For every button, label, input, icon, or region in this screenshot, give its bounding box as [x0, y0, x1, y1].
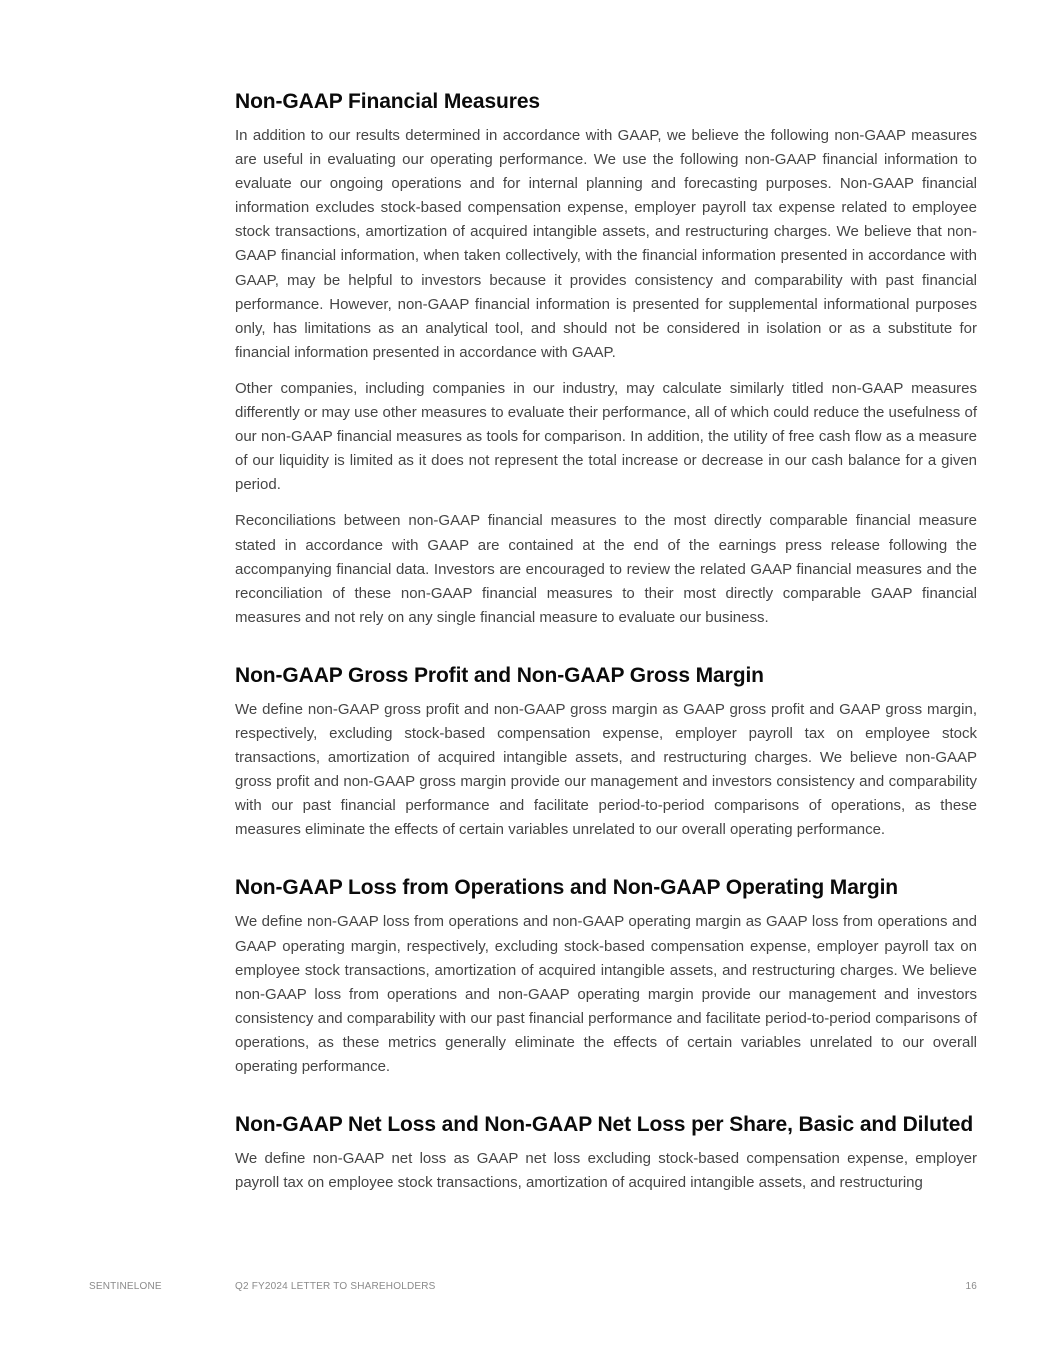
- footer-company-name: SENTINELONE: [89, 1281, 162, 1292]
- body-paragraph: Other companies, including companies in our industry, may calculate similarly titled non-GAAP measures differently or may use other measures to evaluate their performance, all of which could reduce the usefulness of our non-GAAP financial measures as tools for comparison. In addition, the utility of free cash flow as a measure of our liquidity is limited as it does not represent the total increase or decrease in our cash balance for a given period.: [235, 379, 977, 494]
- body-paragraph: Reconciliations between non-GAAP financial measures to the most directly comparable financial measure stated in accordance with GAAP are contained at the end of the earnings press release following the accompanying financial data. Investors are encouraged to review the related GAAP financial measures and the reconciliation of these non-GAAP financial measures to their most directly comparable GAAP financial measures and not rely on any single financial measure to evaluate our business.: [235, 512, 977, 626]
- section-non-gaap-financial-measures: [235, 86, 977, 630]
- body-paragraph: We define non-GAAP net loss as GAAP net loss excluding stock-based compensation expense, employer payroll tax on employee stock transactions, amortization of acquired intangible assets, and restructuring: [235, 1150, 977, 1192]
- section-net-loss-per-share: [235, 1109, 977, 1195]
- section-heading: Non-GAAP Gross Profit and Non-GAAP Gross Margin: [235, 663, 764, 687]
- footer-page-number: 16: [965, 1281, 977, 1292]
- body-paragraph: We define non-GAAP gross profit and non-GAAP gross margin as GAAP gross profit and GAAP gross margin, respectively, excluding stock-based compensation expense, employer payroll tax on employee stock transactions, amortization of acquired intangible assets, and restructuring charges. We believe non-GAAP gross profit and non-GAAP gross margin provide our management and investors consistency and comparability with our past financial performance and facilitate period-to-period comparisons of operations, as these measures eliminate the effects of certain variables unrelated to our overall operating performance.: [235, 700, 977, 839]
- body-paragraph: We define non-GAAP loss from operations and non-GAAP operating margin as GAAP loss from operations and GAAP operating margin, respectively, excluding stock-based compensation expense, employer payroll tax on employee stock transactions, amortization of acquired intangible assets, and restructuring charges. We believe non-GAAP loss from operations and non-GAAP operating margin provide our management and investors consistency and comparability with our past financial performance and facilitate period-to-period comparisons of operations, as these metrics generally eliminate the effects of certain variables unrelated to our overall operating performance.: [235, 913, 977, 1075]
- section-gross-profit-margin: [235, 660, 977, 843]
- body-paragraph: In addition to our results determined in accordance with GAAP, we believe the following non-GAAP measures are useful in evaluating our operating performance. We use the following non-GAAP financial information to evaluate our ongoing operations and for internal planning and forecasting purposes. Non-GAAP financial information excludes stock-based compensation expense, employer payroll tax expense related to employee stock transactions, amortization of acquired intangible assets, and restructuring charges. We believe that non-GAAP financial information, when taken collectively, with the financial information presented in accordance with GAAP, may be helpful to investors because it provides consistency and comparability with past financial performance. However, non-GAAP financial information is presented for supplemental informational purposes only, has limitations as an analytical tool, and should not be considered in isolation or as a substitute for financial information presented in accordance with GAAP.: [235, 127, 977, 361]
- section-heading: Non-GAAP Net Loss and Non-GAAP Net Loss per Share, Basic and Diluted: [235, 1113, 974, 1137]
- section-heading: Non-GAAP Financial Measures: [235, 90, 540, 113]
- footer-document-title: Q2 FY2024 LETTER TO SHAREHOLDERS: [235, 1281, 436, 1292]
- section-heading: Non-GAAP Loss from Operations and Non-GAAP Operating Margin: [235, 876, 899, 900]
- main-content: [235, 86, 977, 1225]
- section-loss-from-operations: [235, 872, 977, 1079]
